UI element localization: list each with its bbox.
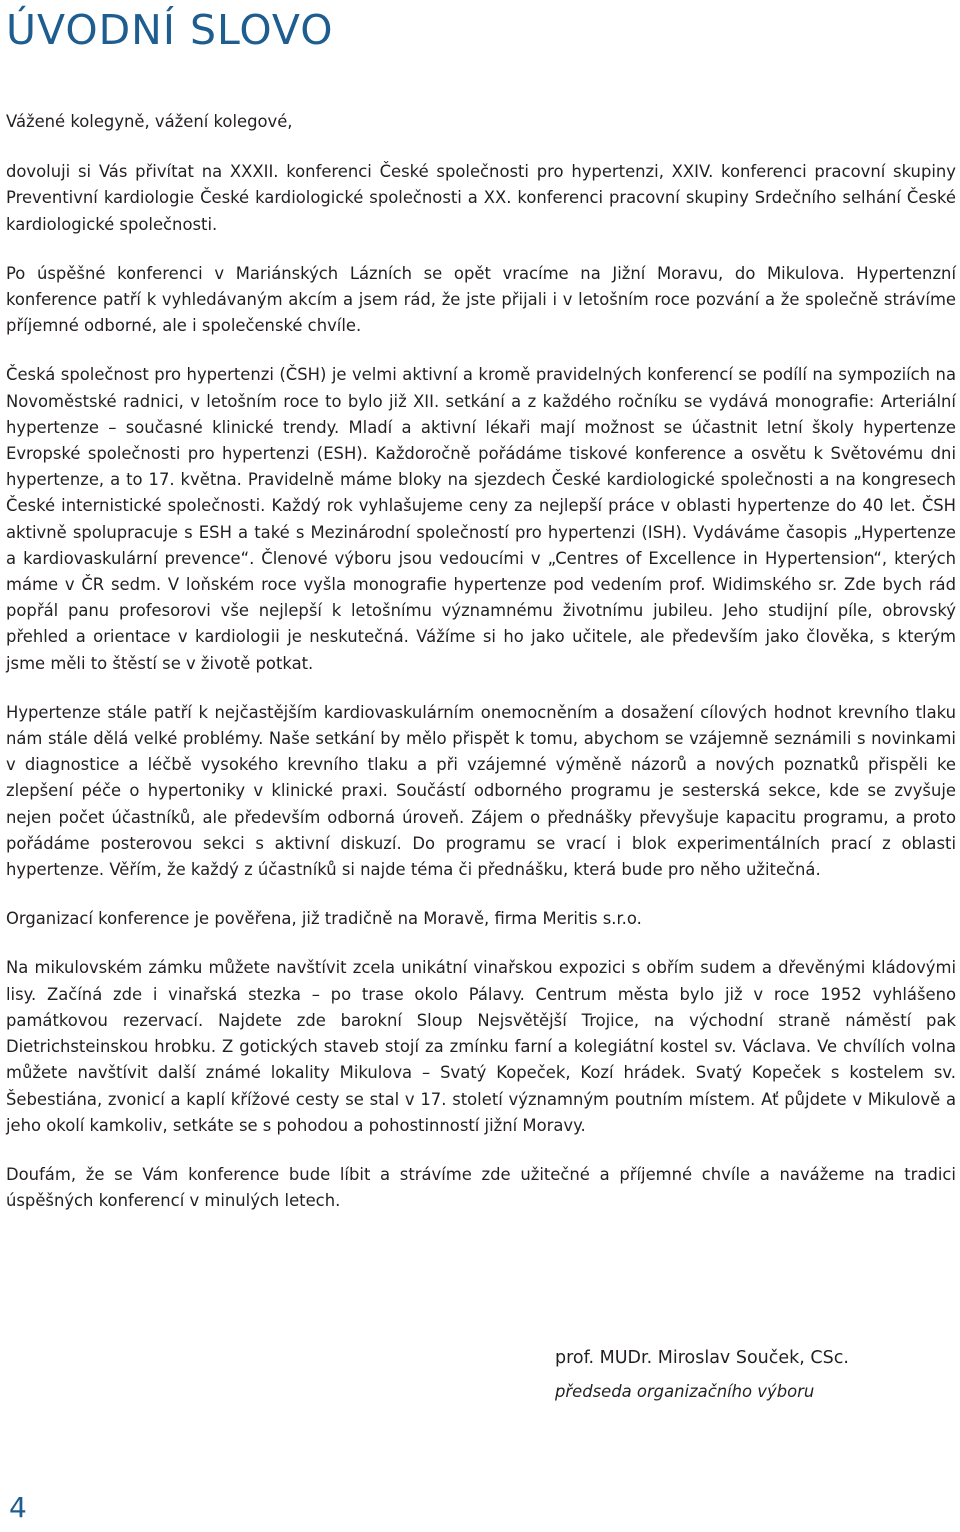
page-title: ÚVODNÍ SLOVO [6,6,334,54]
letter-body [6,109,956,1237]
signature-name: prof. MUDr. Miroslav Souček, CSc. [555,1348,849,1368]
paragraph-welcome: dovoluji si Vás přivítat na XXXII. konferenci České společnosti pro hypertenzi, XXIV. konferenci pracovní skupiny Preventivní kardiologie České kardiologické společnosti a XX. konferenci pracovní skupiny Srdečního selhání České kardiologické společnosti. [6,162,956,234]
greeting: Vážené kolegyně, vážení kolegové, [6,112,293,131]
paragraph-closing: Doufám, že se Vám konference bude líbit a strávíme zde užitečné a příjemné chvíle a navážeme na tradici úspěšných konferencí v minulých letech. [6,1164,956,1211]
signature-role: předseda organizačního výboru [555,1382,815,1401]
paragraph-organizer: Organizací konference je pověřena, již tradičně na Moravě, firma Meritis s.r.o. [6,909,642,929]
signature-block [555,1341,849,1409]
paragraph-society: Česká společnost pro hypertenzi (ČSH) je velmi aktivní a kromě pravidelných konferencí se podílí na sympoziích na Novoměstské radnici, v letošním roce to bylo již XII. setkání a z každého ročníku se vydává monografie: Arteriální hypertenze – současné klinické trendy. Mladí a aktivní lékaři mají možnost se účastnit letní školy hypertenze Evropské společnosti pro hypertenzi (ESH). Každoročně pořádáme tiskové konference a osvětu k Světovému dni hypertenze, a to 17. května. Pravidelně máme bloky na sjezdech České kardiologické společnosti a na kongresech České internistické společnosti. Každý rok vyhlašujeme ceny za nejlepší práce v oblasti hypertenze do 40 let. ČSH aktivně spolupracuje s ESH a také s Mezinárodní společností pro hypertenzi (ISH). Vydáváme časopis „Hypertenze a kardiovaskulární prevence“. Členové výboru jsou vedoucími v „Centres of Excellence in Hypertension“, kterých máme v ČR sedm. V loňském roce vyšla monografie hypertenze pod vedením prof. Widimského sr. Zde bych rád popřál panu profesorovi vše nejlepší k letošnímu významnému životnímu jubileu. Jeho studijní píle, obrovský přehled a orientace v kardiologii je neskutečná. Vážíme si ho jako učitele, ale především jako člověka, s kterým jsme měli to štěstí se v životě potkat. [6,365,956,673]
paragraph-hypertension: Hypertenze stále patří k nejčastějším kardiovaskulárním onemocněním a dosažení cílových hodnot krevního tlaku nám stále dělá velké problémy. Naše setkání by mělo přispět k tomu, abychom se vzájemně seznámili s novinkami v diagnostice a léčbě vysokého krevního tlaku a při vzájemné výměně názorů a nových poznatků přispěli ke zlepšení péče o hypertoniky v klinické praxi. Součástí odborného programu je sesterská sekce, kde se zvyšuje nejen počet účastníků, ale především odborná úroveň. Zájem o přednášky převyšuje kapacitu programu, a proto pořádáme posterovou sekci s aktivní diskuzí. Do programu se vrací i blok experimentálních prací z oblasti hypertenze. Věřím, že každý z účastníků si najde téma či přednášku, která bude pro něho užitečná. [6,702,956,880]
page-number: 4 [9,1491,27,1524]
paragraph-mikulov: Po úspěšné konferenci v Mariánských Lázních se opět vracíme na Jižní Moravu, do Mikulova. Hypertenzní konference patří k vyhledávaným akcím a jsem rád, že jste přijali i v letošním roce pozvání a že společně strávíme příjemné odborné, ale i společenské chvíle. [6,263,956,336]
paragraph-castle: Na mikulovském zámku můžete navštívit zcela unikátní vinařskou expozici s obřím sudem a dřevěnými kládovými lisy. Začíná zde i vinařská stezka – po trase okolo Pálavy. Centrum města bylo již v roce 1952 vyhlášeno památkovou rezervací. Najdete zde barokní Sloup Nejsvětější Trojice, na východní straně náměstí pak Dietrichsteinskou hrobku. Z gotických staveb stojí za zmínku farní a kolegiátní kostel sv. Václava. Ve chvílích volna můžete navštívit další známé lokality Mikulova – Svatý Kopeček, Kozí hrádek. Svatý Kopeček s kostelem sv. Šebestiána, zvonicí a kaplí křížové cesty se stal v 17. století významným poutním místem. Ať půjdete v Mikulově a jeho okolí kamkoliv, setkáte se s pohodou a pohostinností jižní Moravy. [6,958,956,1135]
